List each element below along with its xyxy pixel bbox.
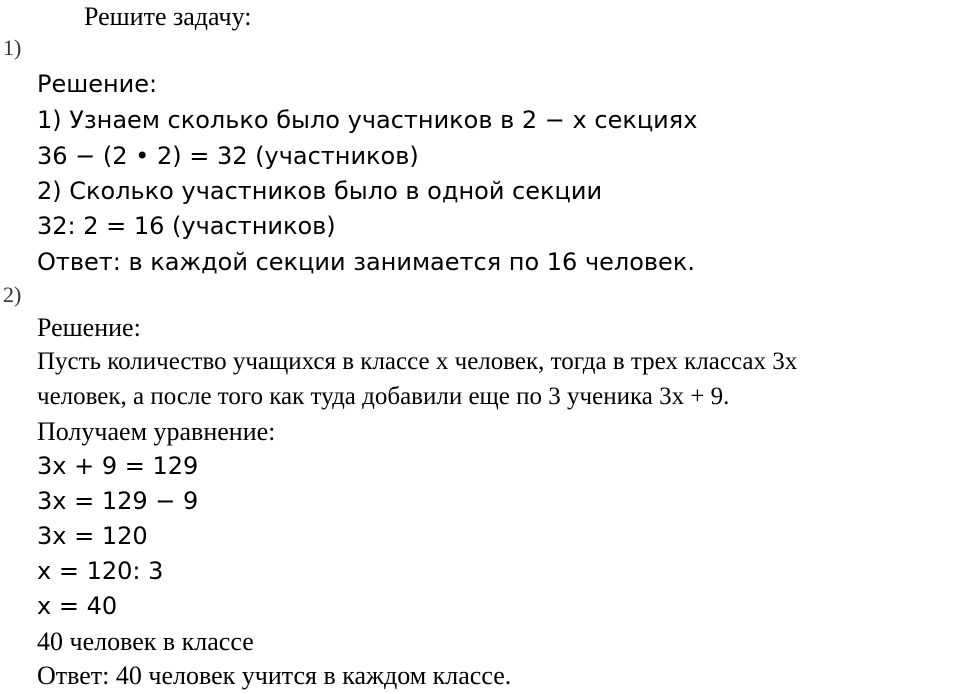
solution-1-line-1: 1) Узнаем сколько было участников в 2 − х секциях <box>37 106 698 134</box>
solution-1-line-4: 32: 2 = 16 (участников) <box>37 212 336 240</box>
task-heading: Решите задачу: <box>84 2 252 31</box>
equation-1: 3x + 9 = 129 <box>37 452 199 480</box>
equation-5: x = 40 <box>37 592 118 620</box>
problem-number-1: 1) <box>3 35 22 60</box>
solution-1-answer: Ответ: в каждой секции занимается по 16 человек. <box>37 248 695 276</box>
solution-1-line-2: 36 − (2 • 2) = 32 (участников) <box>37 142 419 170</box>
solution-2-text-1: Пусть количество учащихся в классе x человек, тогда в трех классах 3x <box>37 348 798 375</box>
equation-3: 3x = 120 <box>37 522 148 550</box>
solution-2-answer: Ответ: 40 человек учится в каждом классе. <box>37 661 512 690</box>
problem-number-2: 2) <box>3 282 22 307</box>
solution-label-2: Решение: <box>37 313 141 342</box>
equation-4: x = 120: 3 <box>37 557 164 585</box>
solution-2-result: 40 человек в классе <box>37 627 254 656</box>
equation-2: 3x = 129 − 9 <box>37 487 199 515</box>
solution-2-text-2: человек, а после того как туда добавили еще по 3 ученика 3x + 9. <box>37 383 730 410</box>
solution-label-1: Решение: <box>37 70 158 98</box>
solution-1-line-3: 2) Сколько участников было в одной секции <box>37 177 603 205</box>
solution-2-text-3: Получаем уравнение: <box>37 417 276 446</box>
